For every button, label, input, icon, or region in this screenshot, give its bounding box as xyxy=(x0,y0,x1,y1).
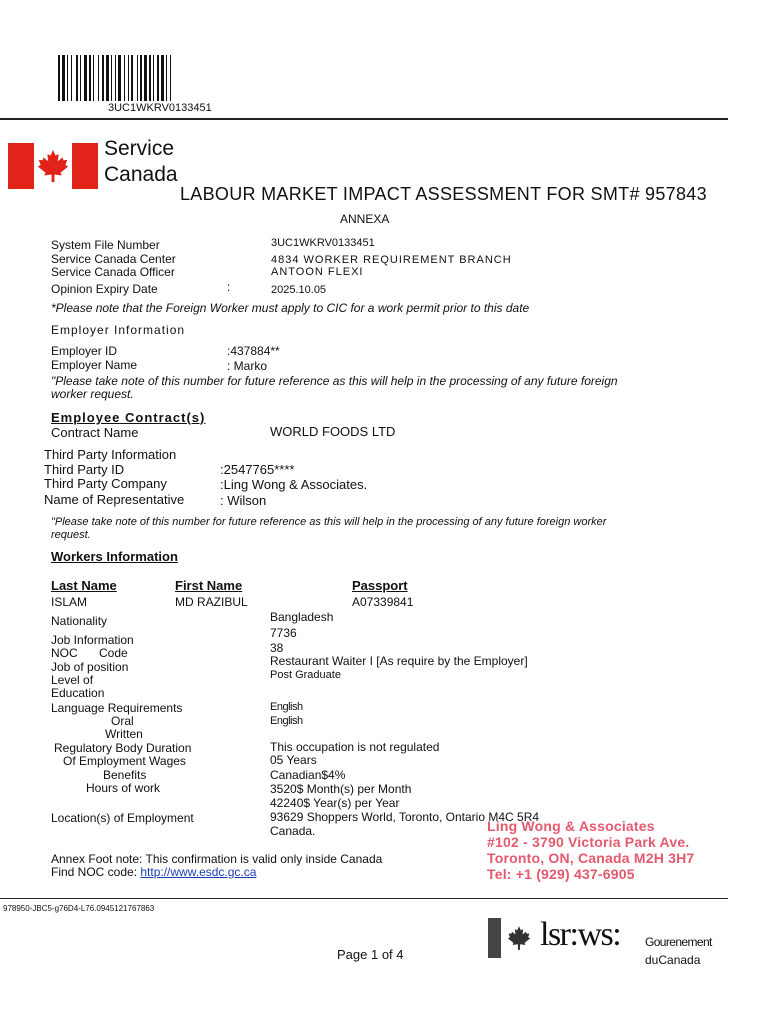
representative-value: : Wilson xyxy=(220,493,267,508)
representative-label: Name of Representative xyxy=(44,492,185,507)
first-name-header: First Name xyxy=(175,578,243,593)
third-party-note-line2: request. xyxy=(51,529,91,541)
noc-code-text: Find NOC code: xyxy=(51,865,141,879)
expiry-colon: : xyxy=(227,280,231,294)
barcode xyxy=(58,55,276,101)
location-line1: 93629 Shoppers World, Toronto, Ontario M4C 5R4 xyxy=(270,810,540,824)
employer-id-value: :437884** xyxy=(227,344,280,358)
employer-note-line2: worker request. xyxy=(51,387,134,401)
level-label: Level of xyxy=(51,673,94,687)
passport-header: Passport xyxy=(352,578,408,593)
education-label: Education xyxy=(51,686,105,700)
hours-label: Hours of work xyxy=(86,781,161,795)
noc-code-line xyxy=(51,865,256,879)
gov-line1: Gourenement xyxy=(645,935,712,949)
benefits-label: Benefits xyxy=(103,768,147,782)
last-name-value: ISLAM xyxy=(51,595,88,609)
stamp-line3: Toronto, ON, Canada M2H 3H7 xyxy=(487,850,695,866)
passport-value: A07339841 xyxy=(352,595,414,609)
expiry-value: 2025.10.05 xyxy=(271,284,327,296)
workers-heading: Workers Information xyxy=(51,549,178,564)
nationality-value: Bangladesh xyxy=(270,610,334,624)
oral-label: Oral xyxy=(111,714,134,728)
bottom-divider xyxy=(0,898,728,899)
page-title: LABOUR MARKET IMPACT ASSESSMENT FOR SMT# 957843 xyxy=(180,184,707,204)
oral-value: English xyxy=(270,715,303,727)
benefits-value: 3520$ Month(s) per Month xyxy=(270,782,412,796)
third-party-note-line1: "Please take note of this number for future reference as this will help in the processing of any future foreign worker xyxy=(51,516,607,528)
contract-name-label: Contract Name xyxy=(51,425,139,440)
regulatory-label: Regulatory Body Duration xyxy=(54,741,192,755)
system-file-value: 3UC1WKRV0133451 xyxy=(271,237,375,249)
expiry-label: Opinion Expiry Date xyxy=(51,282,158,296)
stamp-line1: Ling Wong & Associates xyxy=(487,818,655,834)
top-divider xyxy=(0,118,728,120)
stamp-line4: Tel: +1 (929) 437-6905 xyxy=(487,866,635,882)
third-party-id-value: :2547765**** xyxy=(220,462,295,477)
third-party-heading: Third Party Information xyxy=(44,447,177,462)
gov-logo-text: lsr:ws: xyxy=(540,916,621,953)
center-value: 4834 WORKER REQUIREMENT BRANCH xyxy=(271,254,512,266)
written-label: Written xyxy=(105,727,143,741)
language-value: English xyxy=(270,701,303,713)
annex-foot-note: Annex Foot note: This confirmation is valid only inside Canada xyxy=(51,852,383,866)
contract-name-value: WORLD FOODS LTD xyxy=(270,424,396,439)
duration-value: 05 Years xyxy=(270,753,317,767)
last-name-header: Last Name xyxy=(51,578,117,593)
esdc-link[interactable]: http://www.esdc.gc.ca xyxy=(140,865,257,879)
first-name-value: MD RAZIBUL xyxy=(175,595,248,609)
contract-heading: Employee Contract(s) xyxy=(51,410,206,425)
nationality-label: Nationality xyxy=(51,614,108,628)
noc-value: 38 xyxy=(270,641,284,655)
work-permit-note: *Please note that the Foreign Worker must apply to CIC for a work permit prior to this date xyxy=(51,301,530,315)
position-value: Restaurant Waiter I [As require by the Employer] xyxy=(270,654,528,668)
officer-label: Service Canada Officer xyxy=(51,265,175,279)
duration-label: Of Employment Wages xyxy=(63,754,186,768)
center-label: Service Canada Center xyxy=(51,252,176,266)
job-info-value: 7736 xyxy=(270,626,297,640)
gov-logo-bar xyxy=(488,918,501,958)
maple-leaf-icon xyxy=(505,920,533,956)
position-label: Job of position xyxy=(51,660,129,674)
job-info-label: Job Information xyxy=(51,633,134,647)
employer-name-label: Employer Name xyxy=(51,358,138,372)
regulatory-value: This occupation is not regulated xyxy=(270,740,440,754)
employer-id-label: Employer ID xyxy=(51,344,118,358)
third-party-company-value: :Ling Wong & Associates. xyxy=(220,477,368,492)
wages-value: Canadian$4% xyxy=(270,768,346,782)
code-label: Code xyxy=(99,646,128,660)
org-name-line2: Canada xyxy=(104,163,178,186)
location-line2: Canada. xyxy=(270,824,316,838)
org-name-line1: Service xyxy=(104,137,175,160)
gov-line2: duCanada xyxy=(645,953,701,967)
barcode-number: 3UC1WKRV0133451 xyxy=(108,102,212,114)
hours-value: 42240$ Year(s) per Year xyxy=(270,796,400,810)
employer-name-value: : Marko xyxy=(227,359,268,373)
system-file-label: System File Number xyxy=(51,238,160,252)
noc-label: NOC xyxy=(51,646,78,660)
employer-note-line1: "Please take note of this number for future reference as this will help in the processing of any future foreign xyxy=(51,374,618,388)
document-id: 978950-JBC5-g76D4-L76.0945121767863 xyxy=(3,904,155,913)
agency-stamp xyxy=(487,818,694,882)
employer-heading: Employer Information xyxy=(51,323,186,337)
third-party-id-label: Third Party ID xyxy=(44,462,125,477)
third-party-company-label: Third Party Company xyxy=(44,476,167,491)
language-label: Language Requirements xyxy=(51,701,183,715)
location-label: Location(s) of Employment xyxy=(51,811,194,825)
page-subtitle: ANNEXA xyxy=(340,212,390,226)
education-value: Post Graduate xyxy=(270,669,341,681)
canada-flag-icon xyxy=(8,143,98,189)
page-number: Page 1 of 4 xyxy=(337,947,404,962)
officer-value: ANTOON FLEXI xyxy=(271,266,364,278)
stamp-line2: #102 - 3790 Victoria Park Ave. xyxy=(487,834,690,850)
